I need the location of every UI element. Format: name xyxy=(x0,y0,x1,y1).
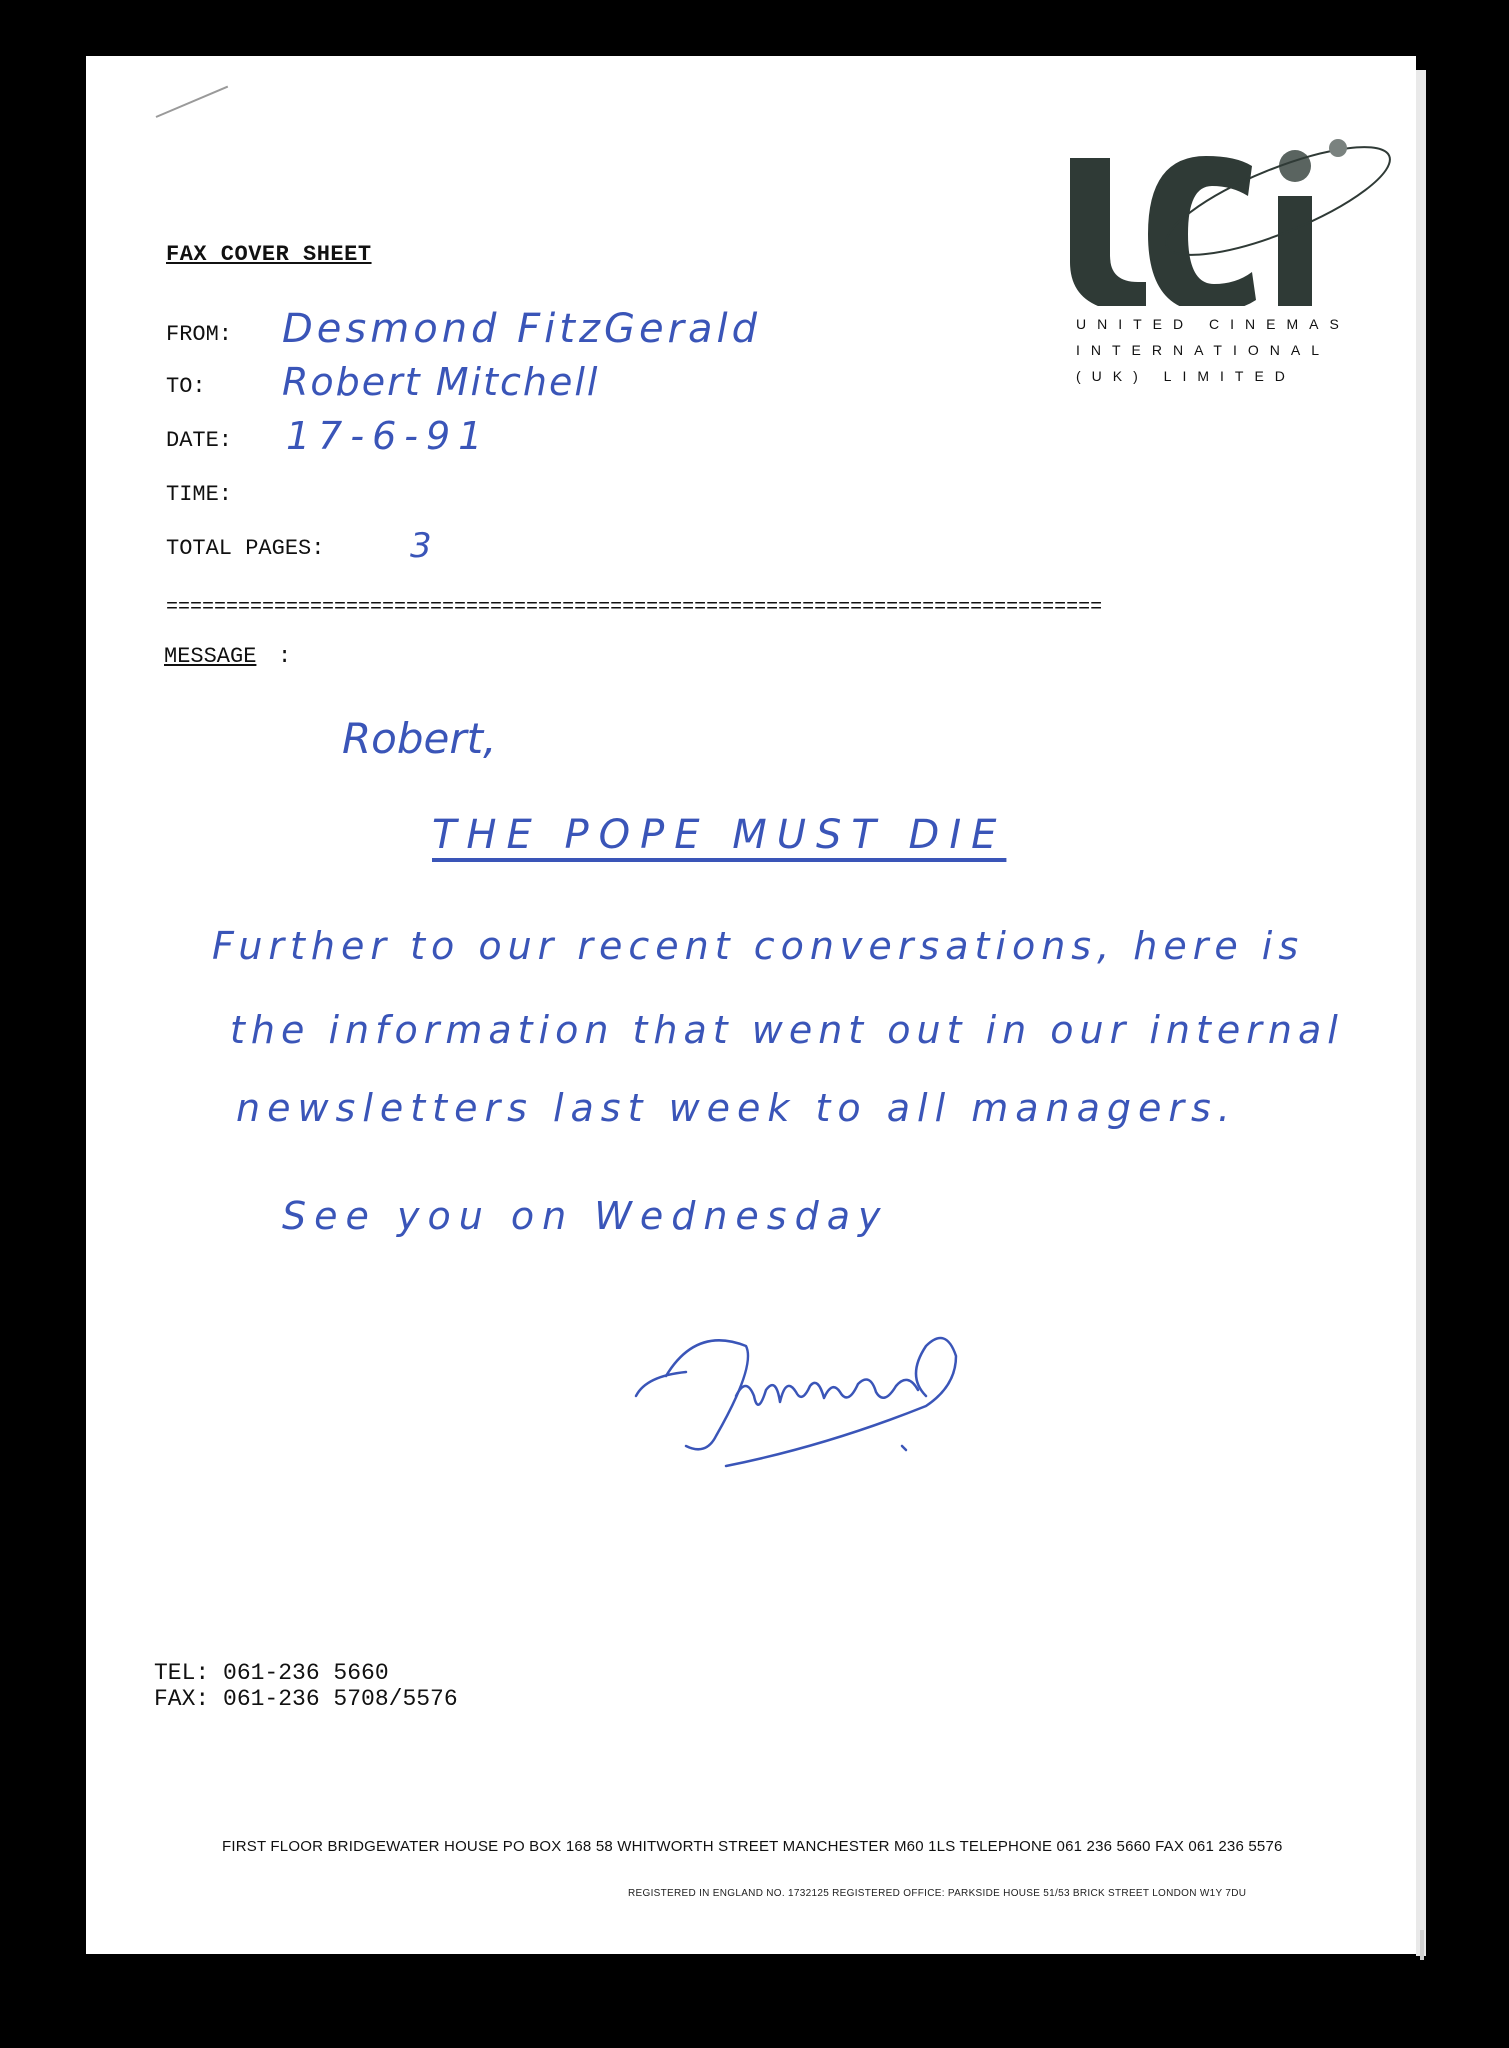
separator-line: ============================================================================== xyxy=(166,596,1103,619)
message-label: MESSAGE xyxy=(164,644,257,669)
message-line-3: newsletters last week to all managers. xyxy=(236,1086,1237,1130)
message-subject: THE POPE MUST DIE xyxy=(432,812,1007,858)
uci-logo xyxy=(1056,106,1396,306)
message-colon: : xyxy=(278,644,292,669)
from-label: FROM: xyxy=(166,322,233,347)
company-name-line3: (UK) LIMITED xyxy=(1076,368,1296,384)
fax-page xyxy=(86,56,1416,1954)
tel-line: TEL: 061-236 5660 xyxy=(154,1660,389,1686)
footer-address: FIRST FLOOR BRIDGEWATER HOUSE PO BOX 168 58 WHITWORTH STREET MANCHESTER M60 1LS TELEPHONE 061 236 5660 FAX 061 236 5576 xyxy=(222,1838,1283,1855)
company-name-line1: UNITED CINEMAS xyxy=(1076,316,1350,332)
signature xyxy=(626,1306,986,1476)
page-edge-shadow xyxy=(1420,1930,1424,1960)
from-value: Desmond FitzGerald xyxy=(282,306,762,352)
total-pages-value: 3 xyxy=(410,526,432,566)
page-edge xyxy=(1416,70,1426,1956)
date-value: 17-6-91 xyxy=(286,414,491,458)
fax-line: FAX: 061-236 5708/5576 xyxy=(154,1686,458,1712)
message-greeting: Robert, xyxy=(342,714,497,763)
date-label: DATE: xyxy=(166,428,233,453)
company-name-line2: INTERNATIONAL xyxy=(1076,342,1330,358)
total-pages-label: TOTAL PAGES: xyxy=(166,536,325,561)
message-line-4: See you on Wednesday xyxy=(282,1194,889,1238)
time-label: TIME: xyxy=(166,482,233,507)
footer-registration: REGISTERED IN ENGLAND NO. 1732125 REGISTERED OFFICE: PARKSIDE HOUSE 51/53 BRICK STREET LONDON W1Y 7DU xyxy=(628,1888,1247,1899)
to-label: TO: xyxy=(166,374,206,399)
message-line-1: Further to our recent conversations, here is xyxy=(212,924,1305,968)
message-line-2: the information that went out in our internal xyxy=(230,1008,1344,1052)
page-title: FAX COVER SHEET xyxy=(166,242,372,267)
to-value: Robert Mitchell xyxy=(282,360,600,404)
pencil-mark xyxy=(156,86,229,118)
